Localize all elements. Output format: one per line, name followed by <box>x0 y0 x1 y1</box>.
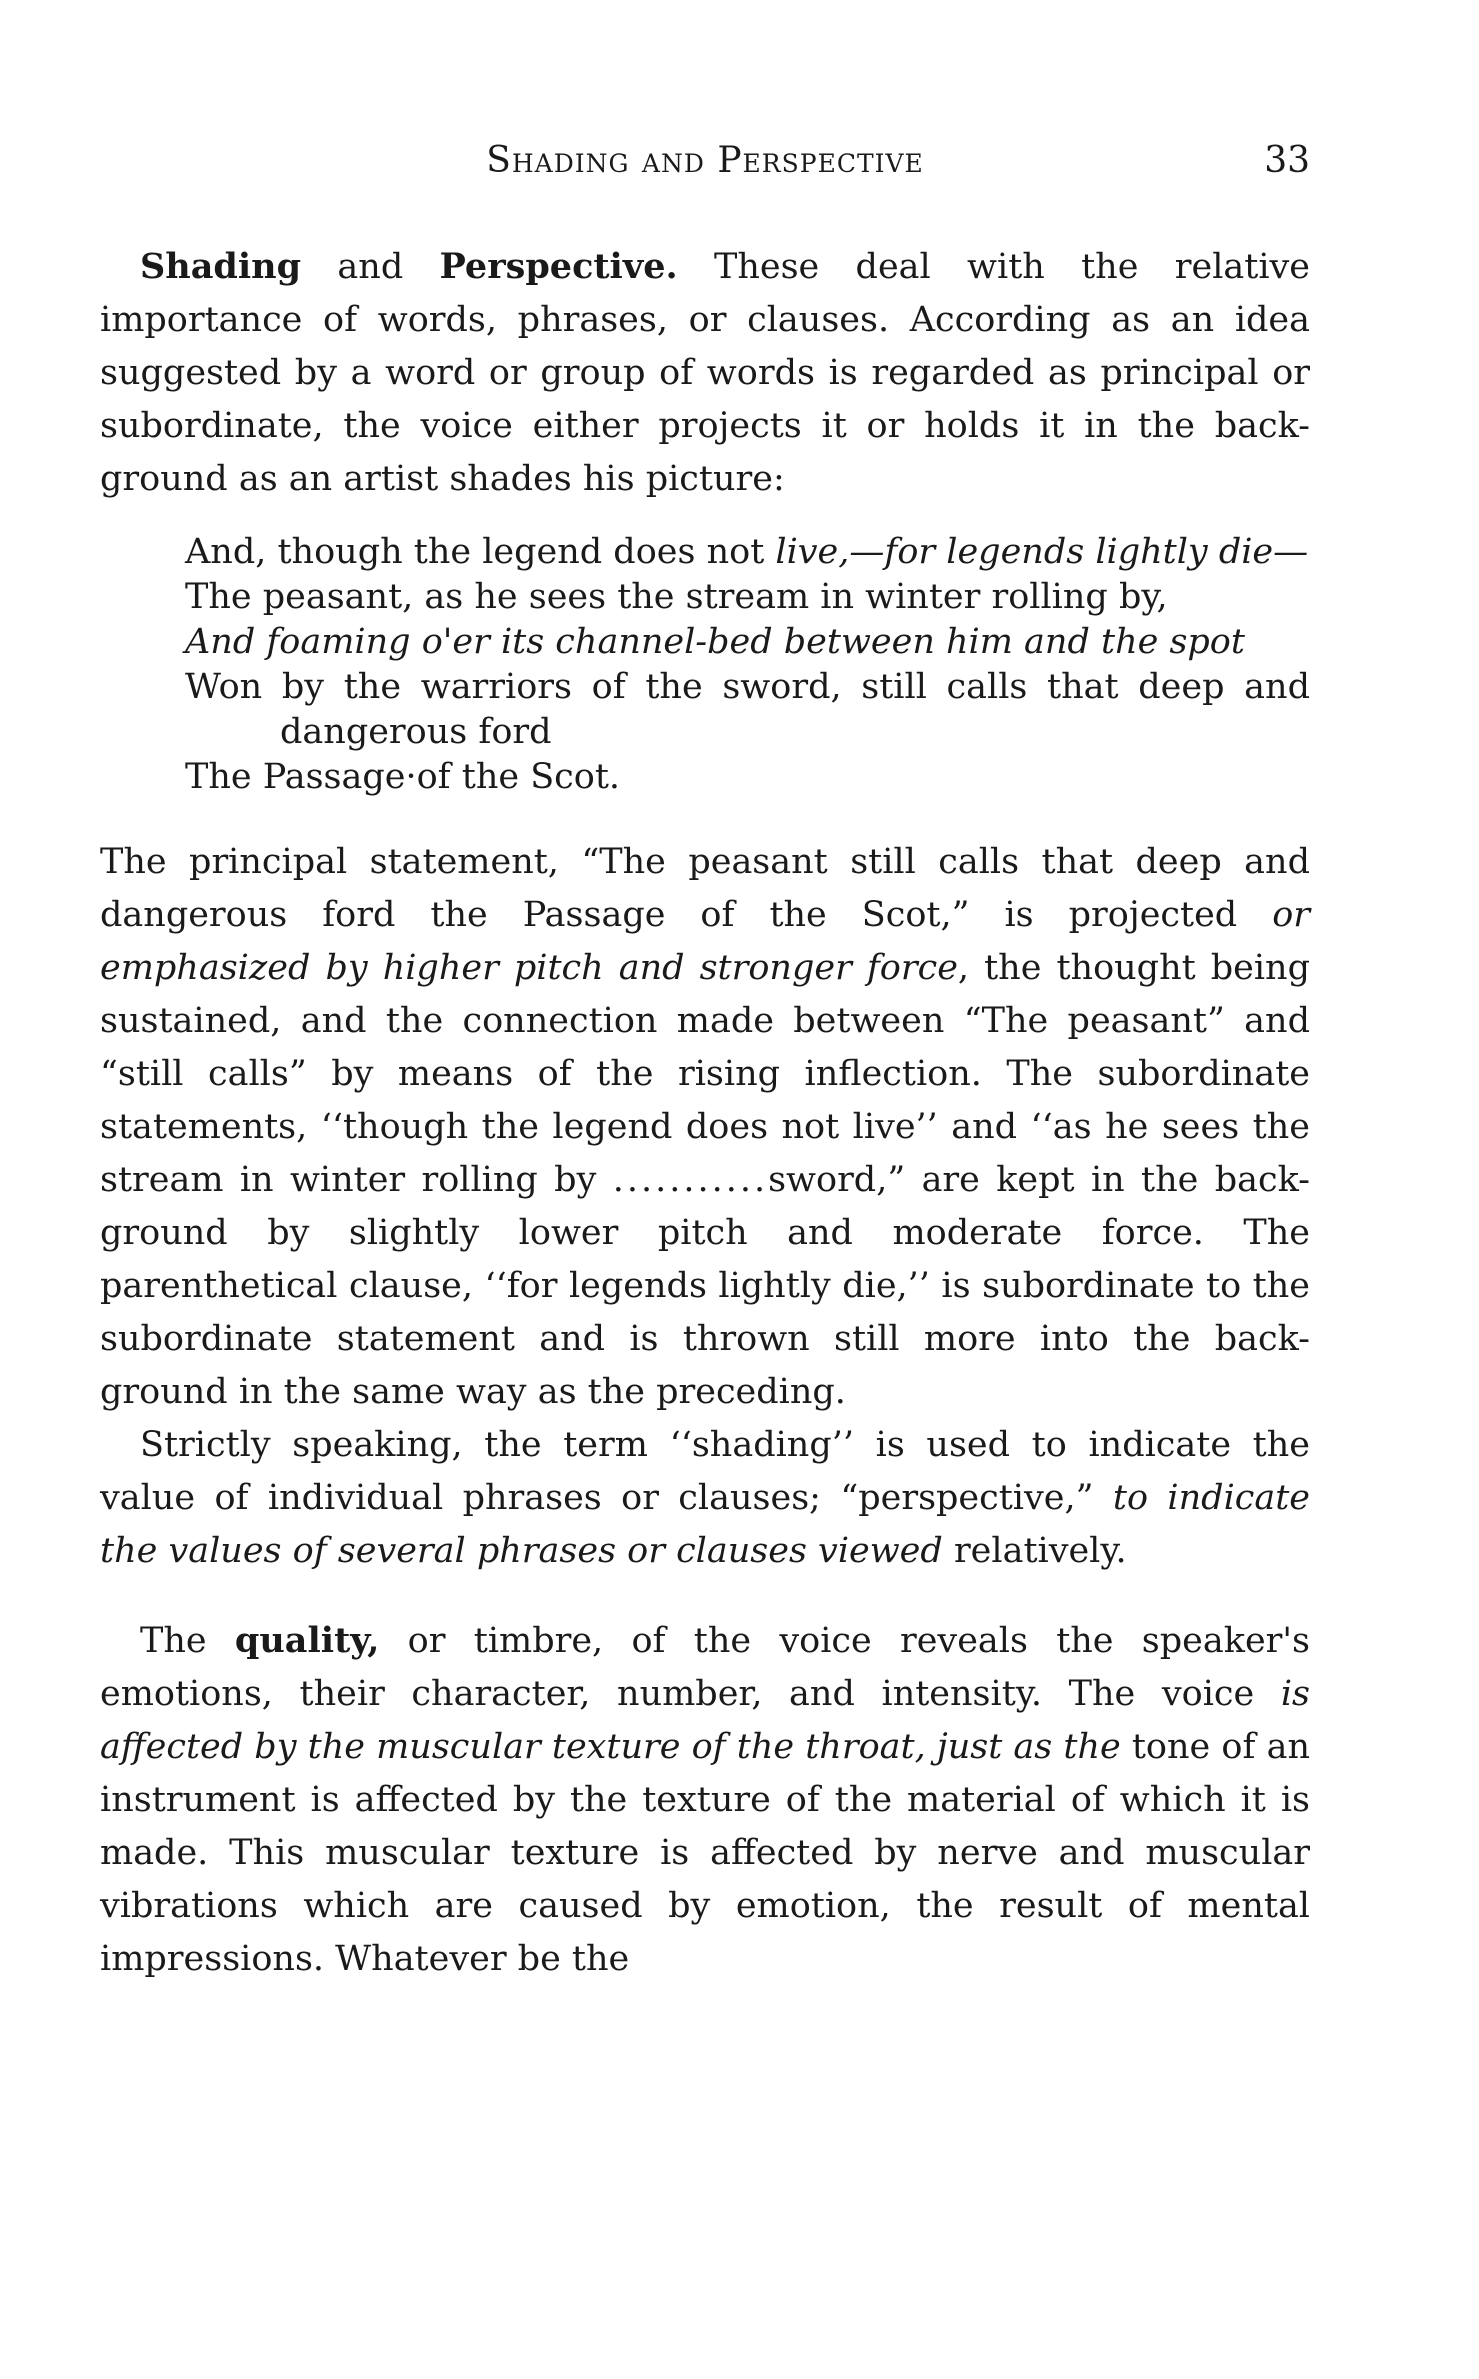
paragraph-text: The principal statement, “The peasant still calls that deep and dangerous ford the Passage of the Scot,” is projected <box>100 842 1310 935</box>
paragraph-principal-statement <box>100 836 1310 1419</box>
page-header <box>100 140 1310 200</box>
paragraph-text: tone of an instrument is affected by the texture of the material of which it is made. This muscular texture is affected by nerve and muscular vibrations which are caused by emotion, the result of mental impressions. Whatever be the <box>100 1727 1310 1979</box>
paragraph-text: sword,” are kept in the back-ground by slightly lower pitch and moderate force. The parenthetical clause, ‘‘for legends lightly die,’’ is subordinate to the subordinate statement and is thrown still more into the back-ground in the same way as the preceding. <box>100 1160 1310 1412</box>
verse-line-5: The Passage·of the Scot. <box>185 757 621 797</box>
paragraph-text: relatively. <box>942 1531 1127 1571</box>
term-shading: Shading <box>140 246 302 287</box>
paragraph-text: , the thought being sustained, and the connection made between “The peasant” and “still calls” by means of the rising inflection. The subordinate statements, ‘‘though the legend does not live’’ and ‘‘as he sees the stream in winter rolling by <box>100 948 1310 1200</box>
paragraph-text: These deal with the relative importance of words, phrases, or clauses. According as an idea suggested by a word or group of words is regarded as principal or subordinate, the voice either projects it or holds it in the back-ground as an artist shades his picture: <box>100 247 1310 499</box>
verse-line-1-italic: live,—for legends lightly die— <box>775 532 1309 572</box>
verse-line-4: Won by the warriors of the sword, still calls that deep and dangerous ford <box>185 667 1310 752</box>
verse-line-1 <box>185 530 1310 575</box>
term-perspective: Perspective. <box>439 246 678 287</box>
paragraph-text: or timbre, of the voice reveals the speaker's emotions, their character, number, and intensity. The voice <box>100 1621 1310 1714</box>
term-quality: quality, <box>234 1620 380 1661</box>
verse-line-1-plain: And, though the legend does not <box>185 532 776 572</box>
paragraph-text: The <box>140 1621 235 1661</box>
italic-phrase: or emphasized by higher pitch and stronger force <box>100 895 1310 988</box>
italic-phrase: to indicate the values of several phrases or clauses viewed <box>100 1478 1311 1571</box>
verse-line-2: The peasant, as he sees the stream in winter rolling by, <box>185 577 1168 617</box>
paragraph-quality <box>100 1614 1310 1986</box>
ellipsis-dots: ........... <box>612 1160 769 1200</box>
page-number: 33 <box>1264 140 1310 181</box>
paragraph-shading-perspective <box>100 240 1310 506</box>
running-title: Shading and Perspective <box>486 140 924 181</box>
paragraph-strictly-speaking <box>100 1419 1310 1578</box>
verse-line-3: And foaming o'er its channel-bed between him and the spot <box>185 622 1245 662</box>
verse-quotation <box>185 530 1310 800</box>
conjunction: and <box>301 247 440 287</box>
paragraph-text: Strictly speaking, the term ‘‘shading’’ is used to indicate the value of individual phrases or clauses; “perspective,” <box>100 1425 1310 1518</box>
body-text <box>100 240 1310 1986</box>
italic-phrase: is affected by the muscular texture of the throat, just as the <box>100 1674 1310 1767</box>
